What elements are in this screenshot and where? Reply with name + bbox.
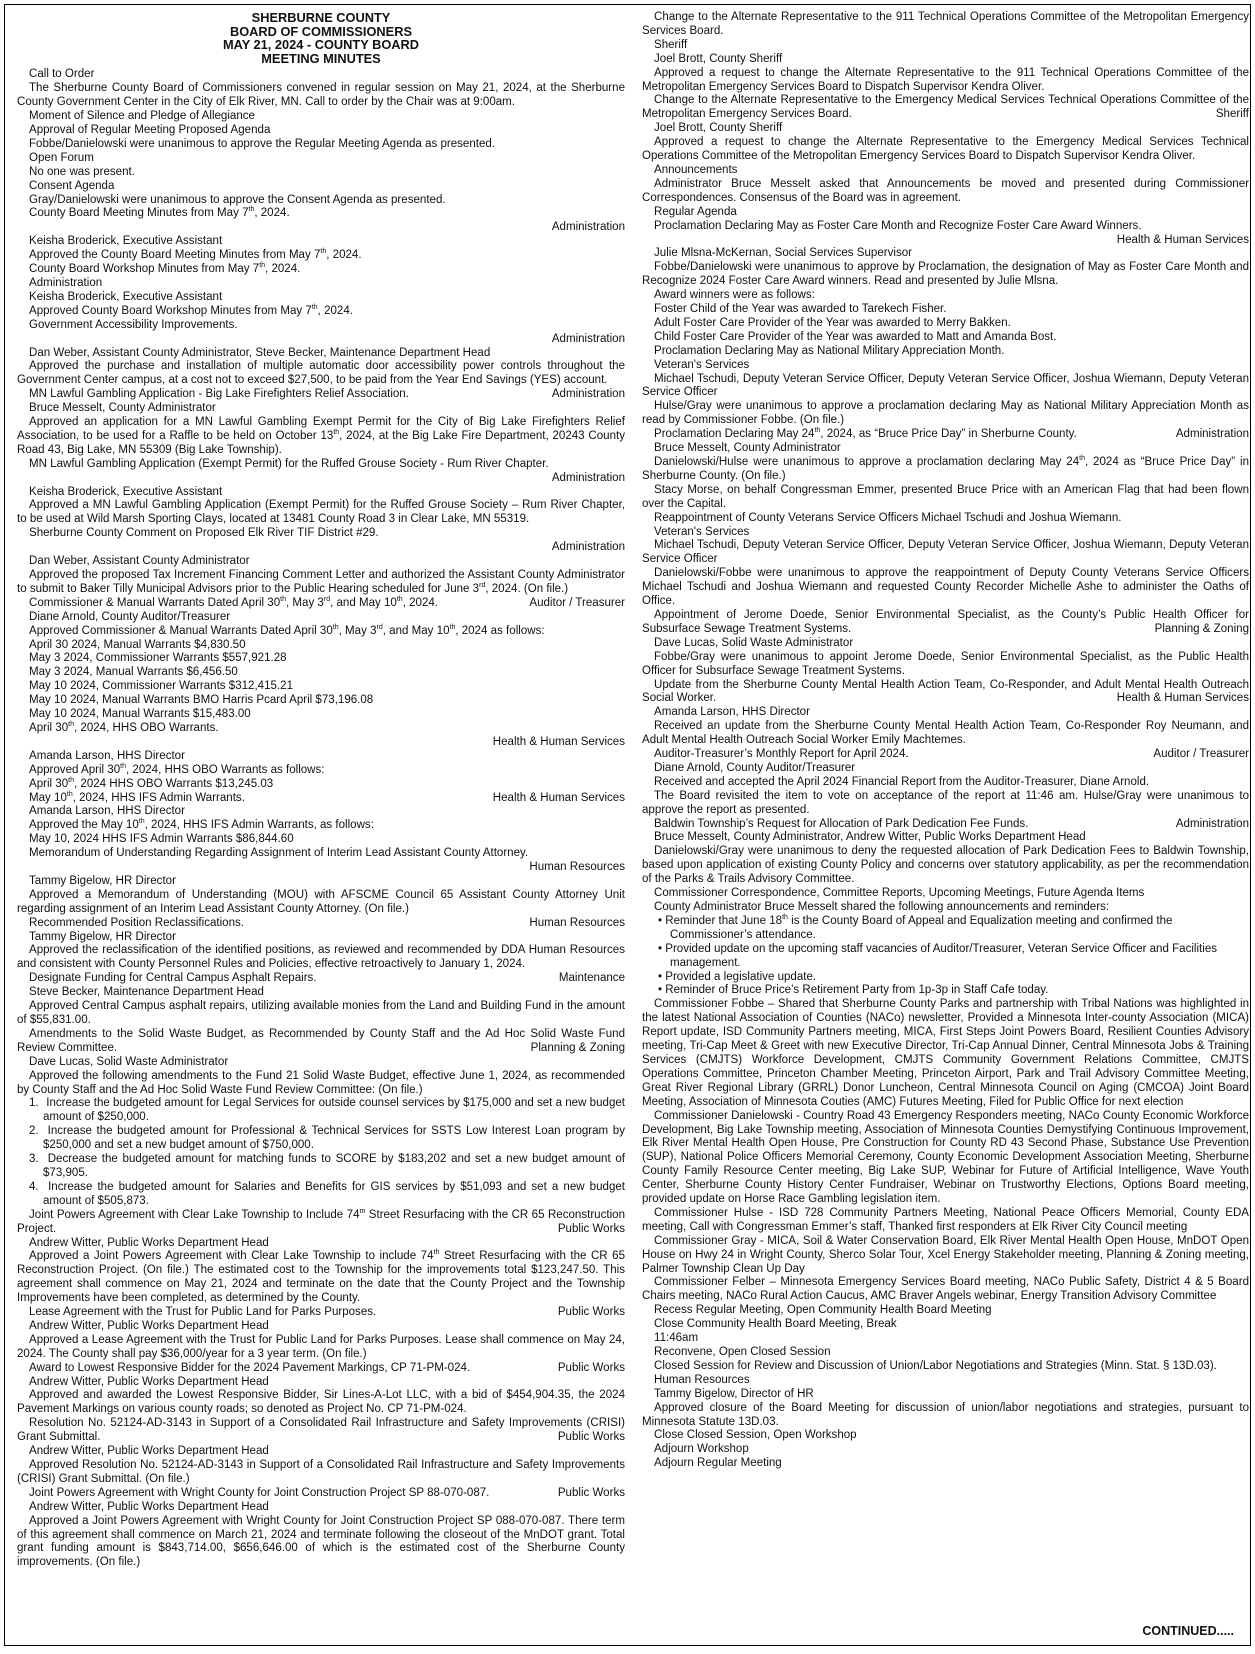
department-tag: Administration xyxy=(551,471,625,484)
minutes-paragraph: Approved closure of the Board Meeting for discussion of union/labor negotiations and strategies, pursuant to Minnesota Statute 13D.03. xyxy=(642,1401,1249,1428)
minutes-paragraph: Bruce Messelt, County Administrator xyxy=(29,402,216,415)
list-item: • Provided a legislative update. xyxy=(658,970,817,983)
minutes-paragraph: Diane Arnold, County Auditor/Treasurer xyxy=(654,761,856,774)
minutes-paragraph: Michael Tschudi, Deputy Veteran Service Officer, Deputy Veteran Service Officer, Joshua Wiemann, Deputy Veteran Service Officer xyxy=(642,372,1249,399)
department-tag: Public Works xyxy=(557,1306,625,1319)
agenda-item-title: Award to Lowest Responsive Bidder for the 2024 Pavement Markings, CP 71-PM-024. xyxy=(29,1361,471,1374)
department-tag: Health & Human Services xyxy=(492,735,625,748)
list-item: 3. Decrease the budgeted amount for matching funds to SCORE by $183,202 and set a new budget amount of $73,905. xyxy=(29,1153,625,1179)
minutes-paragraph: Andrew Witter, Public Works Department Head xyxy=(29,1500,269,1513)
minutes-paragraph: May 10 2024, Commissioner Warrants $312,415.21 xyxy=(29,680,293,693)
minutes-paragraph: Amendments to the Solid Waste Budget, as Recommended by County Staff and the Ad Hoc Solid Waste Fund Review Committee. Planning & Zoning xyxy=(17,1027,625,1054)
minutes-paragraph: Keisha Broderick, Executive Assistant xyxy=(29,235,223,248)
left-column xyxy=(17,11,625,1570)
minutes-paragraph: Approved the purchase and installation of multiple automatic door accessibility power controls throughout the Government Center campus, at a cost not to exceed $27,500, to be paid from the Year End Savings (YES) account. xyxy=(17,360,625,387)
minutes-paragraph: Approved the proposed Tax Increment Financing Comment Letter and authorized the Assistant County Administrator to submit to Baker Tilly Municipal Advisors prior to the Public Hearing scheduled for June 3rd, 2024. (On file.) xyxy=(17,569,625,595)
department-tag: Administration xyxy=(1175,428,1249,441)
minutes-paragraph: Commissioner Gray - MICA, Soil & Water Conservation Board, Elk River Mental Health Open House, MnDOT Open House on Hwy 24 in Wright County, Sherco Solar Tour, Xcel Energy Stakeholder meeting, Planning & Zoning meeting, Palmer Township Clean Up Day xyxy=(642,1234,1249,1275)
minutes-paragraph: Julie Mlsna-McKernan, Social Services Supervisor xyxy=(654,247,912,260)
minutes-paragraph: Adjourn Regular Meeting xyxy=(654,1457,782,1470)
minutes-paragraph: Appointment of Jerome Doede, Senior Environmental Specialist, as the County’s Public Health Officer for Subsurface Sewage Treatment Systems. Planning & Zoning xyxy=(642,608,1249,635)
minutes-paragraph: May 3 2024, Commissioner Warrants $557,921.28 xyxy=(29,652,287,665)
minutes-paragraph: County Administrator Bruce Messelt shared the following announcements and reminders: xyxy=(654,901,1110,913)
minutes-paragraph: Approval of Regular Meeting Proposed Agenda xyxy=(29,124,271,136)
minutes-paragraph: Close Community Health Board Meeting, Break xyxy=(654,1318,897,1331)
minutes-paragraph: Andrew Witter, Public Works Department Head xyxy=(29,1319,269,1332)
minutes-paragraph: Fobbe/Gray were unanimous to appoint Jerome Doede, Senior Environmental Specialist, as the Public Health Officer for Subsurface Sewage Treatment Systems. xyxy=(642,650,1249,677)
minutes-paragraph: Keisha Broderick, Executive Assistant xyxy=(29,290,223,303)
list-item: 4. Increase the budgeted amount for Salaries and Benefits for GIS services by $51,093 and set a new budget amount of $505,873. xyxy=(29,1180,625,1207)
minutes-paragraph: Child Foster Care Provider of the Year was awarded to Matt and Amanda Bost. xyxy=(654,330,1057,343)
minutes-paragraph: April 30 2024, Manual Warrants $4,830.50 xyxy=(29,638,246,651)
announcement-list xyxy=(642,915,1249,998)
department-tag: Public Works xyxy=(557,1361,625,1374)
minutes-paragraph: The Board revisited the item to vote on acceptance of the report at 11:46 am. Hulse/Gray were unanimous to approve the report as presented. xyxy=(642,789,1249,816)
agenda-item-title: Auditor-Treasurer’s Monthly Report for April 2024. xyxy=(654,748,909,761)
minutes-paragraph: Hulse/Gray were unanimous to approve a proclamation declaring May as National Military Appreciation Month as read by Commissioner Fobbe. (On file.) xyxy=(642,400,1249,427)
minutes-paragraph: Proclamation Declaring May as Foster Care Month and Recognize Foster Care Award Winners. xyxy=(654,219,1142,232)
title-line-1: SHERBURNE COUNTY xyxy=(251,10,391,25)
minutes-paragraph: Approved a Joint Powers Agreement with Clear Lake Township to include 74th Street Resurfacing with the CR 65 Reconstruction Project. (On file.) The estimated cost to the Township for the improvements total $123,247.50. This agreement shall commence on May 21, 2024 and terminate on the date that the County Project and the Township Improvements have been completed, as determined by the County. xyxy=(17,1249,626,1305)
minutes-paragraph: Approved a request to change the Alternate Representative to the Emergency Medical Services Technical Operations Committee of the Metropolitan Emergency Services Board to Dispatch Supervisor Kendra Oliver. xyxy=(642,136,1249,163)
minutes-paragraph: Joint Powers Agreement with Clear Lake Township to Include 74th Street Resurfacing with the CR 65 Reconstruction Project. Public Works xyxy=(17,1208,625,1235)
minutes-paragraph: Veteran's Services xyxy=(654,525,750,538)
department-tag: Administration xyxy=(551,332,625,345)
minutes-paragraph: Fobbe/Danielowski were unanimous to approve the Regular Meeting Agenda as presented. xyxy=(29,137,496,150)
minutes-paragraph: Dan Weber, Assistant County Administrator xyxy=(29,555,250,568)
minutes-paragraph: Administration xyxy=(29,276,103,289)
minutes-paragraph: Amanda Larson, HHS Director xyxy=(29,805,185,818)
minutes-paragraph: Sheriff xyxy=(654,38,688,51)
minutes-paragraph: Bruce Messelt, County Administrator, Andrew Witter, Public Works Department Head xyxy=(654,831,1086,844)
department-tag: Maintenance xyxy=(558,972,625,985)
agenda-item-heading xyxy=(17,1306,625,1320)
minutes-paragraph: Commissioner Correspondence, Committee Reports, Upcoming Meetings, Future Agenda Items xyxy=(654,887,1145,900)
minutes-paragraph: April 30th, 2024 HHS OBO Warrants $13,245.03 xyxy=(29,776,274,790)
minutes-paragraph: Bruce Messelt, County Administrator xyxy=(654,442,841,455)
minutes-paragraph: Award winners were as follows: xyxy=(654,289,815,302)
minutes-paragraph: 11:46am xyxy=(654,1332,699,1345)
title-line-3: MAY 21, 2024 - COUNTY BOARD xyxy=(222,37,420,53)
minutes-paragraph: Proclamation Declaring May as National Military Appreciation Month. xyxy=(654,344,1005,357)
agenda-item-title: Designate Funding for Central Campus Asphalt Repairs. xyxy=(29,972,317,985)
minutes-paragraph: Approved the County Board Meeting Minutes from May 7th, 2024. xyxy=(29,248,362,262)
list-item: 2. Increase the budgeted amount for Professional & Technical Services for SSTS Low Interest Loan program by $250,000 and set a new budget amount of $750,000. xyxy=(29,1125,625,1152)
minutes-paragraph: The Sherburne County Board of Commissioners convened in regular session on May 21, 2024, at the Sherburne County Government Center in the City of Elk River, MN. Call to order by the Chair was at 9:00am. xyxy=(17,82,625,109)
agenda-item-heading xyxy=(17,917,625,931)
minutes-paragraph: Joel Brott, County Sheriff xyxy=(654,122,783,135)
minutes-paragraph: Keisha Broderick, Executive Assistant xyxy=(29,485,223,498)
document-title xyxy=(17,11,625,65)
amendment-list xyxy=(17,1097,625,1208)
minutes-paragraph: Stacy Morse, on behalf Congressman Emmer, presented Bruce Price with an American Flag that had been flown over the Capital. xyxy=(642,483,1249,510)
minutes-paragraph: Andrew Witter, Public Works Department Head xyxy=(29,1445,269,1458)
agenda-item-title: Joint Powers Agreement with Wright County for Joint Construction Project SP 88-070-087. xyxy=(29,1486,490,1499)
minutes-paragraph: Approved a MN Lawful Gambling Application (Exempt Permit) for the Ruffed Grouse Society – Rum River Chapter, to be used at Wild Marsh Sporting Clays, located at 13481 County Road 3 in Clear Lake, MN 55319. xyxy=(17,499,625,526)
minutes-paragraph: Approved County Board Workshop Minutes from May 7th, 2024. xyxy=(29,303,353,317)
list-item: • Reminder of Bruce Price’s Retirement Party from 1p-3p in Staff Cafe today. xyxy=(658,984,1049,997)
minutes-paragraph: County Board Workshop Minutes from May 7th, 2024. xyxy=(29,262,301,276)
agenda-item-heading xyxy=(17,597,625,611)
minutes-paragraph: Approved Commissioner & Manual Warrants Dated April 30th, May 3rd, and May 10th, 2024 as follows: xyxy=(29,623,545,637)
minutes-paragraph: Moment of Silence and Pledge of Allegiance xyxy=(29,110,255,123)
minutes-paragraph: Resolution No. 52124-AD-3143 in Support of a Consolidated Rail Infrastructure and Safety Improvements (CRISI) Grant Submittal. Public Works xyxy=(17,1417,625,1444)
minutes-paragraph: May 10 2024, Manual Warrants BMO Harris Pcard April $73,196.08 xyxy=(29,694,374,707)
minutes-paragraph: Adult Foster Care Provider of the Year was awarded to Merry Bakken. xyxy=(654,316,1011,329)
minutes-paragraph: Approved a request to change the Alternate Representative to the 911 Technical Operations Committee of the Metropolitan Emergency Services Board to Dispatch Supervisor Kendra Oliver. xyxy=(642,66,1249,93)
agenda-item-title: Proclamation Declaring May 24th, 2024, as “Bruce Price Day” in Sherburne County. xyxy=(654,427,1077,441)
minutes-paragraph: Closed Session for Review and Discussion of Union/Labor Negotiations and Strategies (Minn. Stat. § 13D.03). xyxy=(654,1359,1217,1372)
minutes-paragraph: Regular Agenda xyxy=(654,205,737,218)
list-item: • Reminder that June 18th is the County Board of Appeal and Equalization meeting and confirmed the Commissioner’s attendance. xyxy=(658,914,1173,941)
agenda-item-heading xyxy=(17,972,625,986)
minutes-paragraph: No one was present. xyxy=(29,165,135,178)
minutes-paragraph: Gray/Danielowski were unanimous to approve the Consent Agenda as presented. xyxy=(29,193,446,206)
department-tag: Public Works xyxy=(557,1431,625,1444)
department-tag: Health & Human Services xyxy=(1116,233,1249,246)
minutes-paragraph: Joel Brott, County Sheriff xyxy=(654,52,783,65)
minutes-paragraph: Amanda Larson, HHS Director xyxy=(654,706,810,719)
minutes-paragraph: Commissioner Felber – Minnesota Emergency Services Board meeting, NACo Public Safety, District 4 & 5 Board Chairs meeting, NACo Rural Action Caucus, AMC Braver Angels webinar, Energy Transition Advisory Committee xyxy=(642,1276,1249,1303)
minutes-paragraph: Update from the Sherburne County Mental Health Action Team, Co-Responder, and Adult Mental Health Outreach Social Worker. Health & Human Services xyxy=(642,678,1249,705)
minutes-paragraph: Dave Lucas, Solid Waste Administrator xyxy=(654,636,854,649)
minutes-paragraph: Tammy Bigelow, HR Director xyxy=(29,874,176,887)
agenda-item-heading xyxy=(642,818,1249,832)
minutes-paragraph: Approved a Memorandum of Understanding (MOU) with AFSCME Council 65 Assistant County Attorney Unit regarding assignment of an Interim Lead Assistant County Attorney. (On file.) xyxy=(17,888,625,915)
minutes-paragraph: Human Resources xyxy=(654,1373,750,1386)
minutes-paragraph: May 10 2024, Manual Warrants $15,483.00 xyxy=(29,708,251,721)
minutes-paragraph: Danielowski/Gray were unanimous to deny the requested allocation of Park Dedication Fees to Baldwin Township, based upon application of existing County Policy and concerns over statutory applicability, as per the recommendation of the Parks & Trails Advisory Committee. xyxy=(642,845,1249,886)
minutes-paragraph: May 10, 2024 HHS IFS Admin Warrants $86,844.60 xyxy=(29,833,294,846)
department-tag: Health & Human Services xyxy=(492,791,625,804)
minutes-paragraph: Approved the following amendments to the Fund 21 Solid Waste Budget, effective June 1, 2024, as recommended by County Staff and the Ad Hoc Solid Waste Fund Review Committee: (On file.) xyxy=(17,1069,625,1096)
agenda-item-title: MN Lawful Gambling Application - Big Lake Firefighters Relief Association. xyxy=(29,388,409,401)
minutes-paragraph: Danielowski/Fobbe were unanimous to approve the reappointment of Deputy County Veterans Service Officers Michael Tschudi and Joshua Wiemann and requested County Recorder Michelle Ashe to administer the Oaths of Office. xyxy=(642,567,1249,608)
minutes-paragraph: Call to Order xyxy=(29,68,95,81)
minutes-paragraph: Veteran's Services xyxy=(654,358,750,371)
minutes-page xyxy=(4,4,1251,1646)
minutes-paragraph: Steve Becker, Maintenance Department Head xyxy=(29,986,264,999)
minutes-paragraph: Approved April 30th, 2024, HHS OBO Warrants as follows: xyxy=(29,762,325,776)
agenda-item-heading xyxy=(17,792,625,806)
department-tag: Public Works xyxy=(557,1222,625,1235)
department-tag: Administration xyxy=(1175,817,1249,830)
minutes-paragraph: Approved Central Campus asphalt repairs, utilizing available monies from the Land and Building Fund in the amount of $55,831.00. xyxy=(17,1000,625,1026)
minutes-paragraph: Approved a Joint Powers Agreement with Wright County for Joint Construction Project SP 088-070-087. There term of this agreement shall commence on March 21, 2024 and terminate following the closeout of the MnDOT grant. Total grant funding amount is $843,714.00, $656,646.00 of which is the estimated cost of the Sherburne County improvements. (On file.) xyxy=(17,1514,625,1569)
minutes-paragraph: Michael Tschudi, Deputy Veteran Service Officer, Deputy Veteran Service Officer, Joshua Wiemann, Deputy Veteran Service Officer xyxy=(642,539,1249,566)
agenda-item-title: Baldwin Township’s Request for Allocation of Park Dedication Fee Funds. xyxy=(654,817,1029,830)
minutes-paragraph: Change to the Alternate Representative to the 911 Technical Operations Committee of the Metropolitan Emergency Services Board. xyxy=(642,11,1249,37)
minutes-paragraph: Government Accessibility Improvements. xyxy=(29,318,238,331)
department-tag: Administration xyxy=(551,221,625,234)
minutes-paragraph: Foster Child of the Year was awarded to Tarekech Fisher. xyxy=(654,303,947,316)
minutes-paragraph: Reappointment of County Veterans Service Officers Michael Tschudi and Joshua Wiemann. xyxy=(654,511,1122,524)
department-tag: Human Resources xyxy=(529,916,625,929)
minutes-paragraph: Recess Regular Meeting, Open Community Health Board Meeting xyxy=(654,1304,992,1317)
minutes-paragraph: Tammy Bigelow, HR Director xyxy=(29,930,176,943)
minutes-paragraph: Received an update from the Sherburne County Mental Health Action Team, Co-Responder Roy Neumann, and Adult Mental Health Outreach Social Worker Emily Machtemes. xyxy=(642,720,1249,747)
minutes-paragraph: Danielowski/Hulse were unanimous to approve a proclamation declaring May 24th, 2024 as “Bruce Price Day” in Sherburne County. (On file.) xyxy=(642,455,1249,482)
minutes-paragraph: Announcements xyxy=(654,163,738,176)
minutes-paragraph: Andrew Witter, Public Works Department Head xyxy=(29,1236,269,1249)
minutes-paragraph: Consent Agenda xyxy=(29,179,115,192)
list-item: • Provided update on the upcoming staff vacancies of Auditor/Treasurer, Veteran Service Officer and Facilities management. xyxy=(658,942,1218,969)
minutes-paragraph: April 30th, 2024, HHS OBO Warrants. xyxy=(29,721,219,734)
minutes-paragraph: Approved the reclassification of the identified positions, as reviewed and recommended by DDA Human Resources and consistent with County Personnel Rules and Policies, effective retroactively to January 1, 2024. xyxy=(17,944,625,971)
agenda-item-title: Commissioner & Manual Warrants Dated April 30th, May 3rd, and May 10th, 2024. xyxy=(29,595,439,609)
department-tag: Planning & Zoning xyxy=(1154,622,1249,635)
minutes-paragraph: Diane Arnold, County Auditor/Treasurer xyxy=(29,610,231,623)
minutes-paragraph: Adjourn Workshop xyxy=(654,1443,749,1456)
minutes-paragraph: May 3 2024, Manual Warrants $6,456.50 xyxy=(29,666,238,679)
minutes-paragraph: Andrew Witter, Public Works Department Head xyxy=(29,1375,269,1388)
agenda-item-heading xyxy=(17,388,625,402)
continued-label: CONTINUED..... xyxy=(1142,1624,1234,1639)
department-tag: Planning & Zoning xyxy=(530,1041,625,1054)
minutes-paragraph: Dan Weber, Assistant County Administrator, Steve Becker, Maintenance Department Head xyxy=(29,346,491,359)
minutes-paragraph: Commissioner Fobbe – Shared that Sherburne County Parks and partnership with Tribal Nations was highlighted in the latest National Association of Counties (NACo) newsletter, Provided a Minnesota Inter-county Association (MICA) Report update, ISD Community Partners meeting, MICA, First Steps Joint Powers Board, Resilient Counties Advisory meeting, Tri-Cap Meet & Greet with new Executive Director, Tri-Cap Annual Dinner, Central Minnesota Jobs & Training Services (CMJTS) Workforce Development, CMJTS Community Government Relations Committee, CMJTS Operations Committee, Princeton Chamber Meeting, Princeton Airport, Park and Trail Advisory Committee Meeting, Great River Regional Library (GRRL) Donor Luncheon, Central Minnesota Council on Aging (CMCOA) Joint Board Meeting, Association of Minnesota Couties (AMC) Futures Meeting, Filed for Public Office for next election xyxy=(642,998,1249,1108)
department-tag: Public Works xyxy=(557,1486,625,1499)
minutes-paragraph: Amanda Larson, HHS Director xyxy=(29,749,185,762)
minutes-paragraph: Sherburne County Comment on Proposed Elk River TIF District #29. xyxy=(29,527,379,540)
department-tag: Administration xyxy=(551,541,625,554)
department-tag: Human Resources xyxy=(529,861,625,874)
department-tag: Administration xyxy=(551,388,625,401)
right-column xyxy=(642,11,1249,1471)
minutes-paragraph: Received and accepted the April 2024 Financial Report from the Auditor-Treasurer, Diane Arnold. xyxy=(654,775,1150,788)
list-item: 1. Increase the budgeted amount for Legal Services for outside counsel services by $175,000 and set a new budget amount of $250,000. xyxy=(29,1097,625,1124)
department-tag: Health & Human Services xyxy=(1116,692,1249,705)
minutes-paragraph: County Board Meeting Minutes from May 7th, 2024. xyxy=(29,206,290,220)
minutes-paragraph: Fobbe/Danielowski were unanimous to approve by Proclamation, the designation of May as Foster Care Month and Recognize 2024 Foster Care Award winners. Read and presented by Julie Mlsna. xyxy=(642,261,1249,288)
minutes-paragraph: Approved a Lease Agreement with the Trust for Public Land for Parks Purposes. Lease shall commence on May 24, 2024. The County shall pay $36,000/year for a 3 year term. (On file.) xyxy=(17,1333,625,1360)
agenda-item-title: May 10th, 2024, HHS IFS Admin Warrants. xyxy=(29,790,245,804)
agenda-item-title: Recommended Position Reclassifications. xyxy=(29,916,244,929)
agenda-item-heading xyxy=(642,428,1249,442)
department-tag: Sheriff xyxy=(1215,108,1249,121)
minutes-paragraph: Dave Lucas, Solid Waste Administrator xyxy=(29,1055,229,1068)
minutes-paragraph: Approved and awarded the Lowest Responsive Bidder, Sir Lines-A-Lot LLC, with a bid of $454,904.35, the 2024 Pavement Markings on various county roads; so denoted as Project No. CP 71-PM-024. xyxy=(17,1389,625,1416)
minutes-paragraph: Commissioner Hulse - ISD 728 Community Partners Meeting, National Peace Officers Memorial, County EDA meeting, Call with Congressman Emmer’s staff, Thanked first responders at Elk River City Council meeting xyxy=(642,1206,1249,1233)
minutes-paragraph: MN Lawful Gambling Application (Exempt Permit) for the Ruffed Grouse Society - Rum River Chapter. xyxy=(29,457,549,470)
agenda-item-heading xyxy=(642,748,1249,762)
minutes-paragraph: Administrator Bruce Messelt asked that Announcements be moved and presented during Commissioner Correspondences. Consensus of the Board was in agreement. xyxy=(642,177,1249,204)
agenda-item-heading xyxy=(17,1487,625,1501)
minutes-paragraph: Open Forum xyxy=(29,151,94,164)
minutes-paragraph: Change to the Alternate Representative to the Emergency Medical Services Technical Operations Committee of the Metropolitan Emergency Services Board. Sheriff xyxy=(642,94,1249,121)
title-line-4: MEETING MINUTES xyxy=(261,50,381,66)
minutes-paragraph: Close Closed Session, Open Workshop xyxy=(654,1429,857,1442)
minutes-paragraph: Approved Resolution No. 52124-AD-3143 in Support of a Consolidated Rail Infrastructure and Safety Improvements (CRISI) Grant Submittal. (On file.) xyxy=(17,1459,625,1485)
agenda-item-title: Lease Agreement with the Trust for Public Land for Parks Purposes. xyxy=(29,1306,377,1319)
minutes-paragraph: Memorandum of Understanding Regarding Assignment of Interim Lead Assistant County Attorney. xyxy=(29,847,529,860)
department-tag: Auditor / Treasurer xyxy=(529,596,625,609)
minutes-paragraph: Commissioner Danielowski - Country Road 43 Emergency Responders meeting, NACo County Economic Workforce Development, Big Lake Township meeting, Association of Minnesota Counties Demystifying Continuous Improvement, Elk River Mental Health Open House, Pre Construction for County RD 43 Second Phase, Substance Use Prevention (SUP), National Police Officers Memorial Ceremony, County Economic Development Association Meeting, Sherburne County Family Resource Center meeting, Big Lake SUP, Webinar for Future of Artificial Intelligence, Wave Youth Center, Sherburne County History Center Fundraiser, Webinar on Trustworthy Elections, Options Board meeting, provided update on Horse Race Gambling legislation item. xyxy=(642,1109,1249,1206)
minutes-paragraph: Reconvene, Open Closed Session xyxy=(654,1346,831,1358)
title-line-2: BOARD OF COMMISSIONERS xyxy=(229,23,412,39)
minutes-paragraph: Tammy Bigelow, Director of HR xyxy=(654,1387,814,1400)
minutes-paragraph: Approved the May 10th, 2024, HHS IFS Admin Warrants, as follows: xyxy=(29,818,374,832)
agenda-item-heading xyxy=(17,1362,625,1376)
department-tag: Auditor / Treasurer xyxy=(1153,748,1249,761)
minutes-paragraph: Approved an application for a MN Lawful Gambling Exempt Permit for the City of Big Lake Firefighters Relief Association, to be used for a Raffle to be held on October 13th, 2024, at the Big Lake Fire Department, 20243 County Road 43, Big Lake, MN 55309 (Big Lake Township). xyxy=(17,416,625,456)
